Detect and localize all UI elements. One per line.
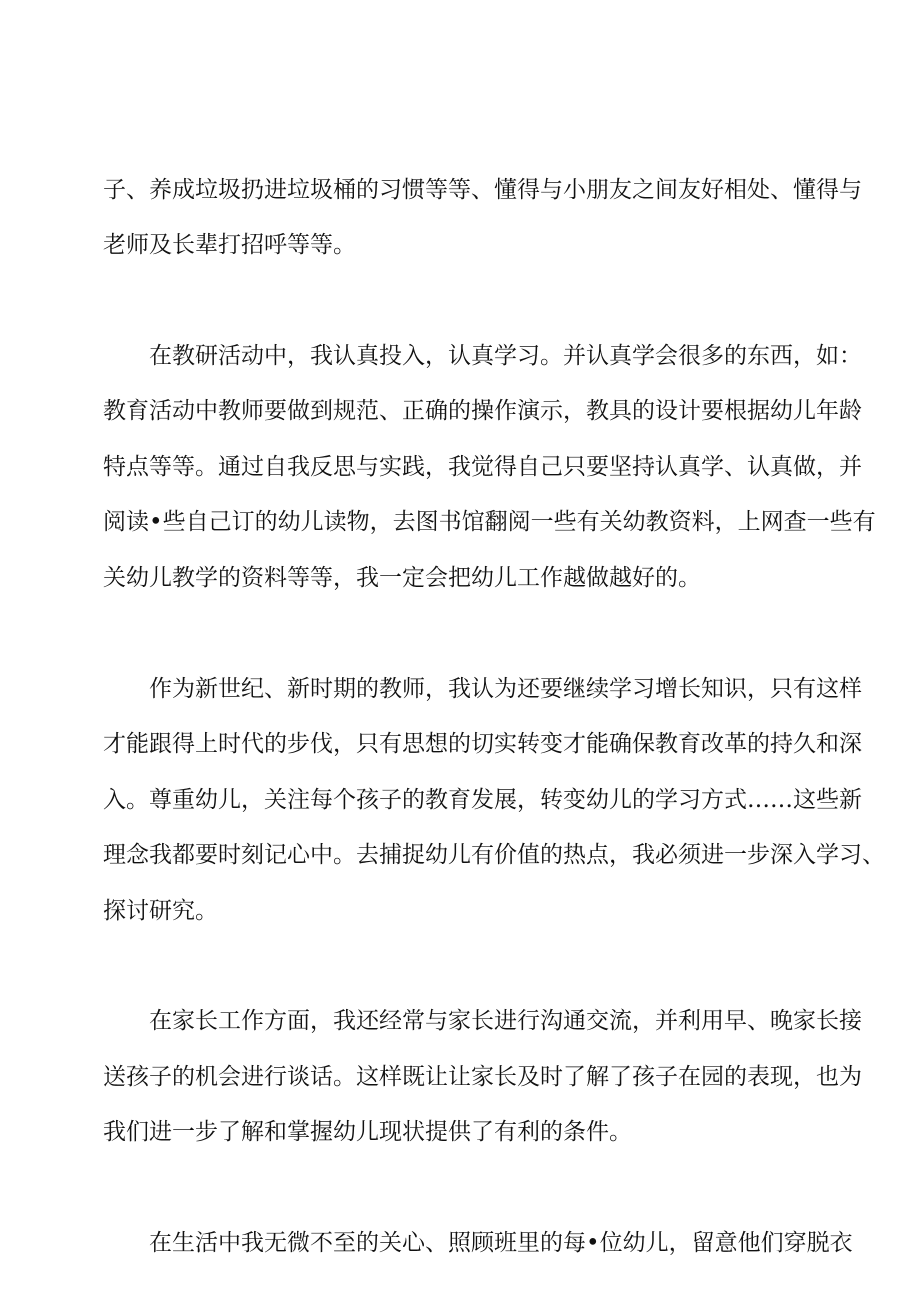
paragraph-3-line-4: 理念我都要时刻记心中。去捕捉幼儿有价值的热点，我必须进一步深入学习、 — [103, 842, 885, 868]
paragraph-2-line-1: 在教研活动中，我认真投入，认真学习。并认真学会很多的东西，如： — [149, 343, 862, 369]
paragraph-3-line-3: 入。尊重幼儿，关注每个孩子的教育发展，转变幼儿的学习方式……这些新 — [103, 787, 862, 813]
paragraph-1-line-1: 子、养成垃圾扔进垃圾桶的习惯等等、懂得与小朋友之间友好相处、懂得与 — [103, 177, 862, 203]
paragraph-2-line-5: 关幼儿教学的资料等等，我一定会把幼儿工作越做越好的。 — [103, 565, 701, 591]
paragraph-2-line-2: 教育活动中教师要做到规范、正确的操作演示，教具的设计要根据幼儿年龄 — [103, 398, 862, 424]
paragraph-5-line-1: 在生活中我无微不至的关心、照顾班里的每•位幼儿，留意他们穿脱衣 — [149, 1230, 853, 1256]
paragraph-3-line-5: 探讨研究。 — [103, 898, 218, 924]
paragraph-4-line-1: 在家长工作方面，我还经常与家长进行沟通交流，并利用早、晚家长接 — [149, 1008, 862, 1034]
paragraph-2-line-4: 阅读•些自己订的幼儿读物，去图书馆翻阅一些有关幼教资料，上网查一些有 — [103, 509, 876, 535]
paragraph-1-line-2: 老师及长辈打招呼等等。 — [103, 232, 356, 258]
paragraph-2-line-3: 特点等等。通过自我反思与实践，我觉得自己只要坚持认真学、认真做，并 — [103, 454, 862, 480]
paragraph-4-line-3: 我们进一步了解和掌握幼儿现状提供了有利的条件。 — [103, 1119, 632, 1145]
paragraph-3-line-2: 才能跟得上时代的步伐，只有思想的切实转变才能确保教育改革的持久和深 — [103, 731, 862, 757]
paragraph-3-line-1: 作为新世纪、新时期的教师，我认为还要继续学习增长知识，只有这样 — [149, 676, 862, 702]
paragraph-4-line-2: 送孩子的机会进行谈话。这样既让让家长及时了解了孩子在园的表现，也为 — [103, 1064, 862, 1090]
